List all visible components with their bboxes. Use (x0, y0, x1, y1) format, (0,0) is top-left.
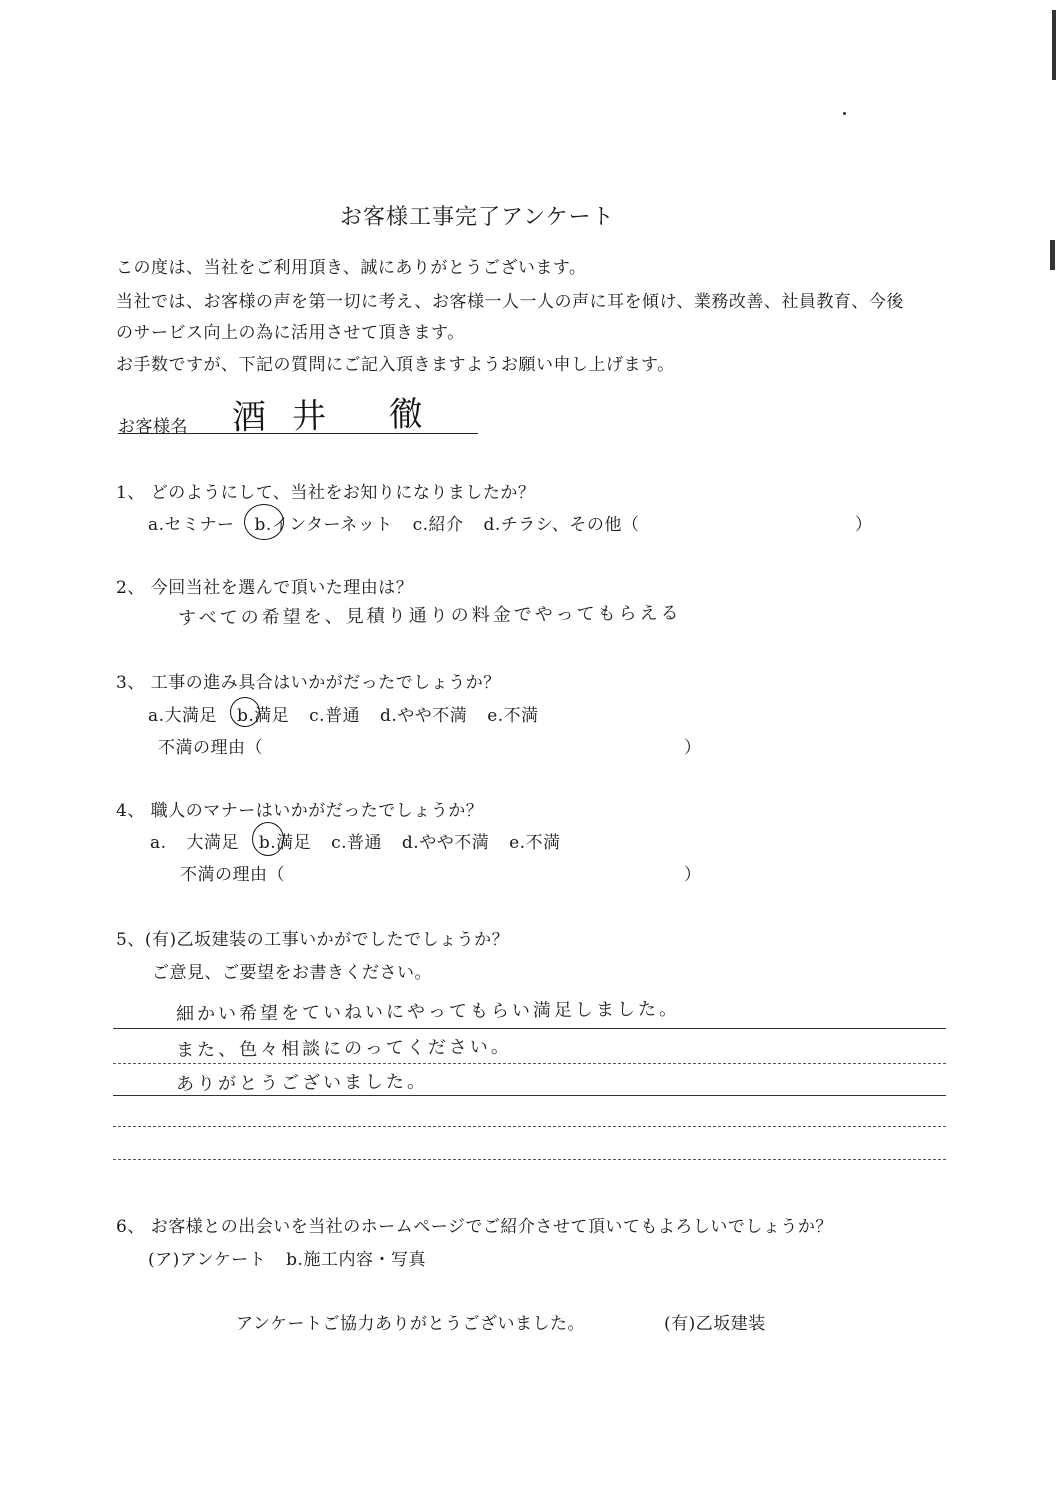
q4-selected-circle (252, 822, 284, 856)
intro-line-2: 当社では、お客様の声を第一切に考え、お客様一人一人の声に耳を傾け、業務改善、社員教育、今後 (116, 292, 904, 312)
q4-reason-close: ） (684, 865, 702, 885)
scan-dust (843, 112, 846, 115)
q1-option-d: d.チラシ、その他（ (483, 515, 640, 535)
q5-answer-line-1: 細かい希望をていねいにやってもらい満足しました。 (175, 998, 681, 1025)
q3-option-e: e.不満 (487, 706, 539, 726)
q4-option-b: b.満足 (258, 833, 312, 853)
q3-option-d: d.やや不満 (380, 706, 468, 726)
q3-reason-close: ） (684, 738, 702, 758)
q1-question: 1、 どのようにして、当社をお知りになりましたか？ (116, 483, 536, 503)
q4-question: 4、 職人のマナーはいかがだったでしょうか？ (116, 801, 484, 821)
scan-edge-mark (1052, 10, 1056, 80)
intro-line-1: この度は、当社をご利用頂き、誠にありがとうございます。 (116, 258, 587, 278)
q4-option-e: e.不満 (509, 833, 561, 853)
q4-option-a: 大満足 (186, 833, 239, 853)
q6-option-b: b.施工内容・写真 (286, 1250, 426, 1270)
answer-rule-2 (113, 1063, 946, 1064)
q1-options (148, 510, 653, 535)
q4-reason-label: 不満の理由（ (180, 865, 285, 885)
q2-answer-handwritten: すべての希望を、見積り通りの料金でやってもらえる (177, 602, 682, 629)
q1-option-b: b.インターネット (254, 515, 393, 535)
q5-prompt: ご意見、ご要望をお書きください。 (152, 963, 432, 983)
q5-question: 5、(有)乙坂建装の工事いかがでしたでしょうか？ (116, 930, 510, 950)
q5-answer-line-2: また、色々相談にのってください。 (175, 1036, 512, 1061)
answer-rule-4 (113, 1126, 946, 1127)
q4-option-d: d.やや不満 (401, 833, 490, 853)
intro-line-3: のサービス向上の為に活用させて頂きます。 (116, 323, 465, 343)
q3-option-a: a.大満足 (148, 706, 218, 726)
q6-options (148, 1245, 440, 1270)
q4-option-c: c.普通 (331, 833, 382, 853)
q4-options (150, 828, 575, 853)
customer-name-handwritten: 酒井 徹 (231, 394, 450, 438)
q3-question: 3、 工事の進み具合はいかがだったでしょうか？ (116, 673, 501, 693)
page-title: お客様工事完了アンケート (340, 205, 615, 230)
q1-option-c: c.紹介 (412, 515, 464, 535)
q5-answer-line-3: ありがとうございました。 (175, 1071, 429, 1095)
customer-name-label: お客様名 (118, 417, 188, 437)
q1-selected-circle (244, 504, 284, 540)
q3-option-b: b.満足 (236, 706, 290, 726)
q1-option-a: a.セミナー (148, 515, 235, 535)
footer-thanks: アンケートご協力ありがとうございました。 (236, 1314, 585, 1334)
scan-edge-mark (1050, 240, 1055, 270)
q1-close-paren: ） (855, 515, 873, 535)
q3-option-c: c.普通 (309, 706, 361, 726)
q6-question: 6、 お客様との出会いを当社のホームページでご紹介させて頂いてもよろしいでしょうか？ (116, 1217, 833, 1237)
q2-question: 2、 今回当社を選んで頂いた理由は？ (116, 578, 414, 598)
answer-rule-5 (113, 1159, 946, 1160)
answer-rule-1 (113, 1028, 946, 1029)
q6-option-a: (ア)アンケート (148, 1250, 267, 1270)
q3-reason-label: 不満の理由（ (158, 738, 263, 758)
q3-options (148, 701, 553, 726)
answer-rule-3 (113, 1095, 946, 1096)
intro-line-4: お手数ですが、下記の質問にご記入頂きますようお願い申し上げます。 (116, 355, 675, 375)
customer-name-underline (118, 433, 478, 434)
footer-company: (有)乙坂建装 (664, 1314, 766, 1334)
q4-option-a-prefix: a. (150, 833, 167, 853)
q3-selected-circle (230, 697, 260, 727)
